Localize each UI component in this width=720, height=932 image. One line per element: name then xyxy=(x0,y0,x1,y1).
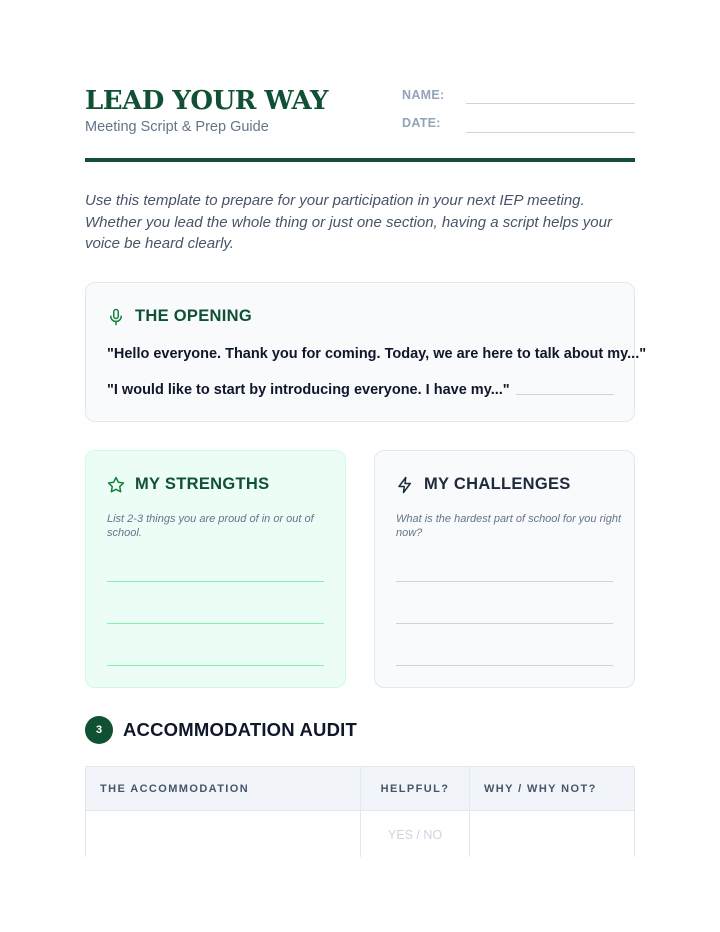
table-row xyxy=(86,811,634,858)
why-cell[interactable] xyxy=(470,811,635,858)
opening-heading: THE OPENING xyxy=(135,307,252,325)
section-number-badge: 3 xyxy=(85,716,113,744)
date-label: DATE: xyxy=(402,116,441,130)
star-icon xyxy=(107,476,125,494)
opening-blank-line[interactable] xyxy=(516,394,614,395)
column-header-why: WHY / WHY NOT? xyxy=(470,767,635,811)
microphone-icon xyxy=(107,308,125,326)
strengths-line-2[interactable] xyxy=(107,623,324,624)
name-label: NAME: xyxy=(402,88,445,102)
challenges-line-1[interactable] xyxy=(396,581,613,582)
helpful-cell[interactable]: YES / NO xyxy=(361,811,470,858)
header-divider xyxy=(85,158,635,162)
challenges-line-3[interactable] xyxy=(396,665,613,666)
strengths-header xyxy=(107,475,269,494)
name-field[interactable] xyxy=(466,103,635,104)
accommodation-cell[interactable] xyxy=(86,811,361,858)
opening-card xyxy=(85,282,647,422)
opening-line-2: "I would like to start by introducing everyone. I have my..." xyxy=(107,382,510,398)
opening-header xyxy=(107,307,252,326)
strengths-line-1[interactable] xyxy=(107,581,324,582)
column-header-helpful: HELPFUL? xyxy=(361,767,470,811)
strengths-line-3[interactable] xyxy=(107,665,324,666)
column-header-accommodation: THE ACCOMMODATION xyxy=(86,767,361,811)
date-field[interactable] xyxy=(466,132,635,133)
challenges-heading: MY CHALLENGES xyxy=(424,475,571,493)
lightning-icon xyxy=(396,476,414,494)
opening-line-1: "Hello everyone. Thank you for coming. Today, we are here to talk about my..." xyxy=(107,346,647,362)
challenges-prompt: What is the hardest part of school for you right now? xyxy=(396,513,622,539)
accommodation-table xyxy=(85,766,635,857)
page-subtitle: Meeting Script & Prep Guide xyxy=(85,119,269,135)
challenges-card xyxy=(374,450,635,688)
strengths-card xyxy=(85,450,346,688)
table-header-row xyxy=(86,767,634,811)
challenges-header xyxy=(396,475,571,494)
audit-heading: ACCOMMODATION AUDIT xyxy=(123,719,357,740)
challenges-line-2[interactable] xyxy=(396,623,613,624)
intro-text: Use this template to prepare for your participation in your next IEP meeting. Whether you lead the whole thing or just one section, having a script helps your voice be heard clearly. xyxy=(85,192,612,252)
page-title: LEAD YOUR WAY xyxy=(85,86,328,116)
strengths-heading: MY STRENGTHS xyxy=(135,475,270,493)
strengths-prompt: List 2-3 things you are proud of in or out of school. xyxy=(107,513,314,539)
